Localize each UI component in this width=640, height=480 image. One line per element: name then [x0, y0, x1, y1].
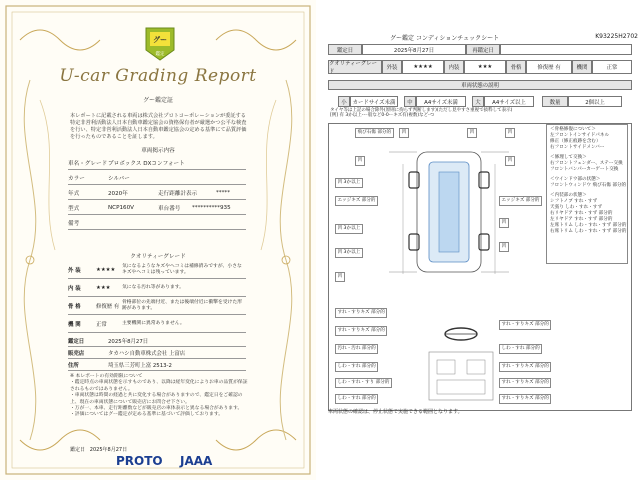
goo-appraisal-badge-icon: [144, 26, 176, 62]
quality-heading: クオリティーグレード: [130, 254, 186, 260]
damage-tag: 凹: [499, 218, 509, 228]
damage-tag: 凹: [505, 128, 515, 138]
dealer-value: タカハシ自動車株式会社 上富店: [108, 351, 186, 357]
vehicle-row: [68, 156, 246, 170]
dealer-label: 住所: [68, 363, 79, 369]
sheet-footer: 車両状態の確認は、停止状態で実施できる範囲となります。: [328, 409, 463, 415]
count-value: 2個以上: [568, 96, 622, 107]
quality-desc: 骨格部位の先端付近、または後端付近に衝撃を受けた形跡があります。: [122, 300, 242, 311]
dealer-label: 販売店: [68, 351, 85, 357]
damage-tag: しわ・すれ 部分的: [335, 394, 378, 404]
vehicle-label: 車台番号: [158, 205, 181, 212]
certificate-intro: 本レポートに記載される車両は株式会社プロトコーポレーションが委託する特定非営利活動法人日本自動車鑑定協会の資格保有者が厳選かつ公平な検査を行い、特定非営利活動法人日本自動車鑑定協会の定める基準にて品質評価を行ったものであることを証します。: [70, 113, 247, 140]
vehicle-value: **********935: [192, 204, 231, 211]
quality-label: 骨 格: [68, 304, 81, 310]
quality-row: [68, 298, 246, 315]
legend-item: ＜骨格修復について＞: [550, 127, 596, 132]
vehicle-label: 備考: [68, 220, 80, 227]
damage-tag: エッジキズ 部分的: [335, 196, 378, 206]
grade-exterior-label: 外装: [382, 60, 402, 74]
reappraisal-value: [500, 44, 632, 55]
legend-item: 右フロントサイドメンバー: [550, 145, 605, 150]
grading-certificate: [0, 0, 316, 480]
dealer-value: 2025年8月27日: [108, 339, 149, 345]
damage-tag: 飛び石傷 部分的: [355, 128, 394, 138]
validity-notes: [70, 374, 250, 419]
certificate-subtitle: グー鑑定証: [142, 97, 173, 104]
damage-tag: すれ・すりキズ 部分的: [499, 362, 551, 372]
damage-tag: 凹: [467, 128, 477, 138]
vehicle-value: NCP160V: [108, 204, 134, 211]
note-item: ・車両状態は時間の経過と共に変化する場合がありますので、鑑定日をご確認の上、現在の車両状態について販売店にお問合せ下さい。: [70, 393, 243, 405]
jaaa-logo: JAAA: [180, 454, 213, 468]
legend-item: フロントバンパーカーゲート交換: [550, 167, 619, 172]
legend-item: 右リヤドア すれ・すず 部分的: [550, 211, 613, 216]
quality-stars: 正常: [96, 322, 107, 328]
grade-label: クオリティーグレード: [328, 60, 382, 74]
damage-tag: すれ・すりキズ 部分的: [499, 320, 551, 330]
note-item: ・万が一、本車、走行距離数などが販売店の車体表示と異なる場合があります。: [70, 406, 243, 412]
quality-stars: ★★★★: [96, 267, 116, 273]
quality-desc: 気になる汚れ等があります。: [122, 285, 184, 290]
quality-stars: ★★★: [96, 285, 111, 291]
dealer-row: [68, 360, 246, 371]
svg-text:鑑定: 鑑定: [155, 52, 165, 57]
quality-desc: 気になるようなキズやヘコミは補修済みですが、小さなキズやヘコミは残っています。: [122, 264, 242, 275]
size-small-label: 小: [338, 96, 350, 107]
sheet-title: グー鑑定 コンディションチェックシート: [390, 35, 500, 42]
report-title: U-car Grading Report: [59, 66, 257, 86]
sheet-code: K93225H2702: [595, 33, 638, 40]
vehicle-label: 車名・グレード: [68, 160, 108, 167]
vehicle-row: [68, 216, 246, 230]
legend-item: 右席トリム しわ・すれ・すず 部分的: [550, 229, 627, 234]
size-caveat: タイヤ等は上記の場合除外(原則に拘らず判断します)(ただし見やすさ重視で抜粋して表示) [例] 有 3か以上-ー般など0-0ーキズ有(複数)など-つ: [330, 108, 513, 119]
damage-tag: しわ・すれ 部分的: [499, 344, 542, 354]
legend-item: 左フロントインサイドパネル: [550, 133, 610, 138]
size-medium-label: 中: [404, 96, 416, 107]
notes-heading: ※ 本レポートの有効期限について: [70, 374, 143, 379]
count-label: 数量: [542, 96, 568, 107]
size-large-label: 大: [472, 96, 484, 107]
vehicle-row: [68, 171, 246, 185]
legend-item: ＜ウインドウ部の状態＞: [550, 177, 601, 182]
vehicle-label: 年式: [68, 190, 80, 197]
quality-row: [68, 316, 246, 333]
reappraisal-label: 再鑑定日: [466, 44, 500, 55]
quality-row: [68, 262, 246, 279]
vehicle-label: 型式: [68, 205, 80, 212]
grade-engine-value: 正常: [592, 60, 632, 74]
footer-date-label: 鑑定日: [70, 447, 86, 453]
dealer-row: [68, 348, 246, 359]
damage-tag: 凹: [505, 156, 515, 166]
legend-item: ＜修理して交換＞: [550, 155, 587, 160]
condition-check-sheet: [320, 0, 640, 480]
damage-tag: すれ・すりキズ 部分的: [335, 308, 387, 318]
grade-frame-value: 修復歴 有: [526, 60, 572, 74]
grade-interior-value: ★★★: [464, 60, 506, 74]
condition-legend: [546, 124, 628, 264]
footer-date: [70, 446, 127, 453]
size-large-value: A4サイズ以上: [484, 96, 534, 107]
date-label: 鑑定日: [328, 44, 362, 55]
damage-tag: 凹: [355, 156, 365, 166]
damage-tag: 汚れ・汚れ 部分的: [335, 344, 378, 354]
footer-date-value: 2025年8月27日: [89, 447, 128, 453]
proto-logo: PROTO: [116, 454, 163, 468]
legend-item: 右フロントフェンダー、ステー交換: [550, 161, 623, 166]
vehicle-heading: 車両掲示内容: [141, 148, 175, 154]
date-value: 2025年8月27日: [362, 44, 466, 55]
dealer-label: 鑑定日: [68, 339, 85, 345]
legend-item: 左席トリム しわ・すれ・すず 部分的: [550, 223, 627, 228]
vehicle-value: プロボックス DXコンフォート: [108, 160, 185, 167]
grade-interior-label: 内装: [444, 60, 464, 74]
quality-stars: 修復歴 有: [96, 304, 120, 310]
damage-tag: しわ・すれ・すり 部分的: [335, 378, 392, 388]
grade-exterior-value: ★★★★: [402, 60, 444, 74]
damage-tag: 凹: [499, 242, 509, 252]
damage-tag: すれ・すりキズ 部分的: [335, 326, 387, 336]
vehicle-value: 2020年: [108, 190, 128, 197]
quality-desc: 主要機関に異常ありません。: [122, 321, 185, 326]
quality-row: [68, 280, 246, 297]
damage-tag: 凹: [335, 272, 345, 282]
size-small-value: カードサイズ未満: [350, 96, 398, 107]
vehicle-row: [68, 201, 246, 215]
legend-item: ＜内装部の状態＞: [550, 193, 587, 198]
legend-item: 修正（修正痕跡を含む）: [550, 139, 601, 144]
damage-tag: すれ・すりキズ 部分的: [499, 394, 551, 404]
svg-text:グー: グー: [153, 36, 167, 44]
vehicle-label: 走行距離計表示: [158, 190, 198, 197]
damage-tag: 凹: [399, 128, 409, 138]
quality-label: 機 関: [68, 322, 81, 328]
legend-item: 左リヤドア すれ・すず 部分的: [550, 217, 613, 222]
grade-frame-label: 骨格: [506, 60, 526, 74]
legend-item: 天張り しわ・すれ・すず: [550, 205, 603, 210]
legend-item: シフトノブ すれ・すず: [550, 199, 598, 204]
vehicle-value: シルバー: [108, 175, 130, 182]
note-item: ・鑑定時点の車両状態を示すものであり、以降は経年変化によりお車の品質が保証されるものではありません。: [70, 380, 248, 392]
vehicle-row: [68, 186, 246, 200]
vehicle-value: *****: [216, 189, 230, 196]
quality-label: 外 装: [68, 268, 81, 274]
size-medium-value: A4サイズ未満: [416, 96, 466, 107]
damage-tag: すれ・すりキズ 部分的: [499, 378, 551, 388]
damage-tag: 凹 3か以上: [335, 224, 363, 234]
description-heading: 車両状態の説明: [328, 80, 632, 90]
dealer-value: 埼玉県三芳町上富 2513-2: [108, 363, 172, 369]
vehicle-label: カラー: [68, 175, 85, 182]
legend-item: フロントウィンドウ 飛び石傷 部分的: [550, 183, 627, 188]
damage-tag: エッジキズ 部分的: [499, 196, 542, 206]
grade-engine-label: 機関: [572, 60, 592, 74]
note-item: ・評価についてはグー鑑定が定める基準に基づいて評価しております。: [70, 412, 224, 418]
damage-tag: 凹 3か以上: [335, 178, 363, 188]
dealer-row: [68, 336, 246, 347]
damage-tag: しわ・すれ 部分的: [335, 362, 378, 372]
quality-label: 内 装: [68, 286, 81, 292]
damage-tag: 凹 3か以上: [335, 248, 363, 258]
